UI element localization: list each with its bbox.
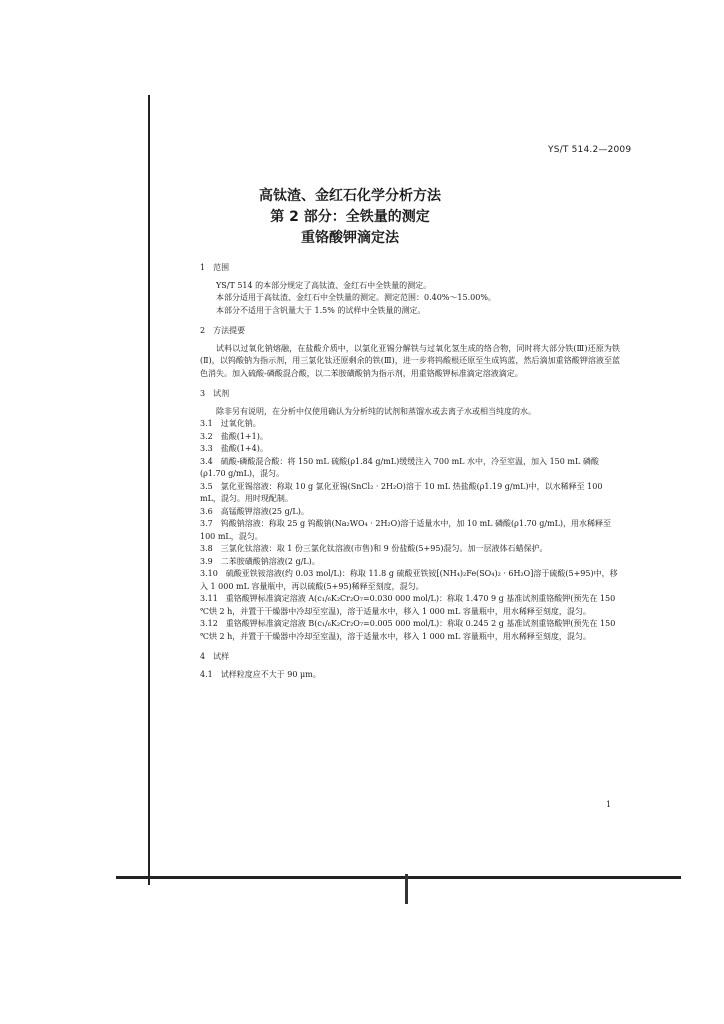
title-line-2: 第 2 部分：全铁量的测定	[270, 209, 430, 225]
reagent-item: 3.12 重铬酸钾标准滴定溶液 B(c₁/₆K₂Cr₂O₇=0.005 000 mol/L)：称取 0.245 2 g 基准试剂重铬酸钾(预先在 150 ℃烘 2 h，并置于干燥器中冷却至室温)，溶于适量水中，移入 1 000 mL 容量瓶中，用水稀释至刻度，混匀。	[200, 619, 616, 641]
reagent-item: 3.3 盐酸(1+4)。	[200, 444, 268, 453]
section-heading-principle: 2 方法提要	[200, 326, 246, 335]
document-title	[200, 186, 500, 249]
scan-edge-left	[148, 95, 150, 885]
page-number: 1	[606, 800, 612, 809]
reagent-item: 3.6 高锰酸钾溶液(25 g/L)。	[200, 506, 309, 516]
section-heading-reagents: 3 试剂	[200, 389, 230, 398]
reagent-item: 3.8 三氯化钛溶液：取 1 份三氯化钛溶液(市售)和 9 份盐酸(5+95)混匀。加一层液体石蜡保护。	[200, 544, 548, 553]
scope-paragraph-2: 本部分适用于高钛渣、金红石中全铁量的测定。测定范围：0.40%～15.00%。	[216, 293, 496, 302]
reagent-item: 3.9 二苯胺磺酸钠溶液(2 g/L)。	[200, 556, 320, 566]
title-line-1: 高钛渣、金红石化学分析方法	[259, 188, 441, 204]
scan-edge-bottom	[116, 876, 681, 879]
reagent-item: 3.1 过氧化钠。	[200, 419, 261, 428]
standard-code: YS/T 514.2—2009	[548, 145, 632, 155]
scope-paragraph-3: 本部分不适用于含钒量大于 1.5% 的试样中全铁量的测定。	[216, 305, 426, 315]
reagent-item: 3.10 硫酸亚铁铵溶液(约 0.03 mol/L)：称取 11.8 g 硫酸亚铁铵[(NH₄)₂Fe(SO₄)₂ · 6H₂O]溶于硫酸(5+95)中，移入 1 000 mL 容量瓶中，再以硫酸(5+95)稀释至刻度，混匀。	[200, 569, 618, 591]
reagents-intro: 除非另有说明，在分析中仅使用确认为分析纯的试剂和蒸馏水或去离子水或相当纯度的水。	[216, 406, 536, 416]
section-heading-sample: 4 试样	[200, 652, 230, 661]
scope-paragraph-1: YS/T 514 的本部分规定了高钛渣、金红石中全铁量的测定。	[216, 280, 432, 290]
document-body	[200, 262, 620, 681]
title-line-3: 重铬酸钾滴定法	[301, 230, 399, 246]
section-heading-scope: 1 范围	[200, 263, 230, 272]
sample-item: 4.1 试样粒度应不大于 90 μm。	[200, 669, 321, 679]
reagent-item: 3.7 钨酸钠溶液：称取 25 g 钨酸钠(Na₂WO₄ · 2H₂O)溶于适量水中，加 10 mL 磷酸(ρ1.70 g/mL)，用水稀释至 100 mL，混匀。	[200, 519, 612, 541]
principle-paragraph: 试料以过氧化钠熔融，在盐酸介质中，以氯化亚锡分解铁与过氧化氢生成的络合物，同时将大部分铁(Ⅲ)还原为铁(Ⅱ)，以钨酸钠为指示剂，用三氯化钛还原剩余的铁(Ⅲ)，进一步将钨酸根还原至生成钨蓝，然后滴加重铬酸钾溶液至蓝色消失。加入硫酸-磷酸混合酸，以二苯胺磺酸钠为指示剂，用重铬酸钾标准滴定溶液滴定。	[200, 343, 620, 378]
reagent-item: 3.5 氯化亚锡溶液：称取 10 g 氯化亚锡(SnCl₂ · 2H₂O)溶于 10 mL 热盐酸(ρ1.19 g/mL)中，以水稀释至 100 mL，混匀。用时现配制。	[200, 481, 603, 503]
reagent-item: 3.11 重铬酸钾标准滴定溶液 A(c₁/₆K₂Cr₂O₇=0.030 000 mol/L)：称取 1.470 9 g 基准试剂重铬酸钾(预先在 150 ℃烘 2 h，并置于干燥器中冷却至室温)，溶于适量水中，移入 1 000 mL 容量瓶中，用水稀释至刻度，混匀。	[200, 594, 616, 616]
scan-edge-bottom-mark	[405, 874, 408, 904]
reagent-item: 3.2 盐酸(1+1)。	[200, 431, 268, 441]
reagent-item: 3.4 硫酸-磷酸混合酸：将 150 mL 硫酸(ρ1.84 g/mL)缓缓注入 700 mL 水中，冷至室温，加入 150 mL 磷酸(ρ1.70 g/mL)，混匀。	[200, 456, 599, 478]
